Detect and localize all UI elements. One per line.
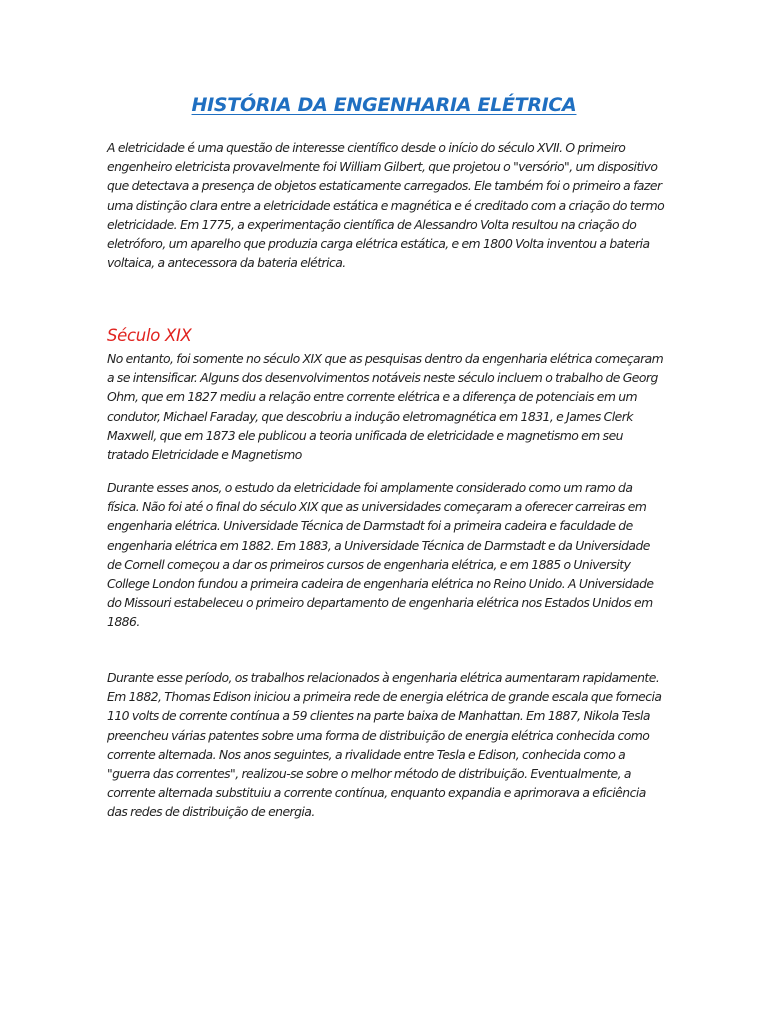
document-title	[0, 92, 768, 118]
intro-paragraph: A eletricidade é uma questão de interesse científico desde o início do século XVII. O primeiro engenheiro eletricista provavelmente foi William Gilbert, que projetou o "versório", um dispositivo que detectava a presença de objetos estaticamente carregados. Ele também foi o primeiro a fazer uma distinção clara entre a eletricidade estática e magnética e é creditado com a criação do termo eletricidade. Em 1775, a experimentação científica de Alessandro Volta resultou na criação do eletróforo, um aparelho que produzia carga elétrica estática, e em 1800 Volta inventou a bateria voltaica, a antecessora da bateria elétrica.	[107, 140, 665, 271]
section-heading-seculo-xix: Século XIX	[107, 326, 192, 345]
war-of-currents-paragraph: Durante esse período, os trabalhos relacionados à engenharia elétrica aumentaram rapidamente. Em 1882, Thomas Edison iniciou a primeira rede de energia elétrica de grande escala que fornecia 110 volts de corrente contínua a 59 clientes na parte baixa de Manhattan. Em 1887, Nikola Tesla preencheu várias patentes sobre uma forma de distribuição de energia elétrica conhecida como corrente alternada. Nos anos seguintes, a rivalidade entre Tesla e Edison, conhecida como a "guerra das correntes", realizou-se sobre o melhor método de distribuição. Eventualmente, a corrente alternada substituiu a corrente contínua, enquanto expandia e aprimorava a eficiência das redes de distribuição de energia.	[107, 670, 662, 820]
seculo-xix-paragraph: No entanto, foi somente no século XIX que as pesquisas dentro da engenharia elétrica começaram a se intensificar. Alguns dos desenvolvimentos notáveis neste século incluem o trabalho de Georg Ohm, que em 1827 mediu a relação entre corrente elétrica e a diferença de potenciais em um condutor, Michael Faraday, que descobriu a indução eletromagnética em 1831, e James Clerk Maxwell, que em 1873 ele publicou a teoria unificada de eletricidade e magnetismo em seu tratado Eletricidade e Magnetismo	[107, 351, 664, 463]
universities-paragraph: Durante esses anos, o estudo da eletricidade foi amplamente considerado como um ramo da física. Não foi até o final do século XIX que as universidades começaram a oferecer carreiras em engenharia elétrica. Universidade Técnica de Darmstadt foi a primeira cadeira e faculdade de engenharia elétrica em 1882. Em 1883, a Universidade Técnica de Darmstadt e da Universidade de Cornell começou a dar os primeiros cursos de engenharia elétrica, e em 1885 o University College London fundou a primeira cadeira de engenharia elétrica no Reino Unido. A Universidade do Missouri estabeleceu o primeiro departamento de engenharia elétrica nos Estados Unidos em 1886.	[107, 480, 654, 630]
document-title-text: HISTÓRIA DA ENGENHARIA ELÉTRICA	[191, 94, 577, 116]
